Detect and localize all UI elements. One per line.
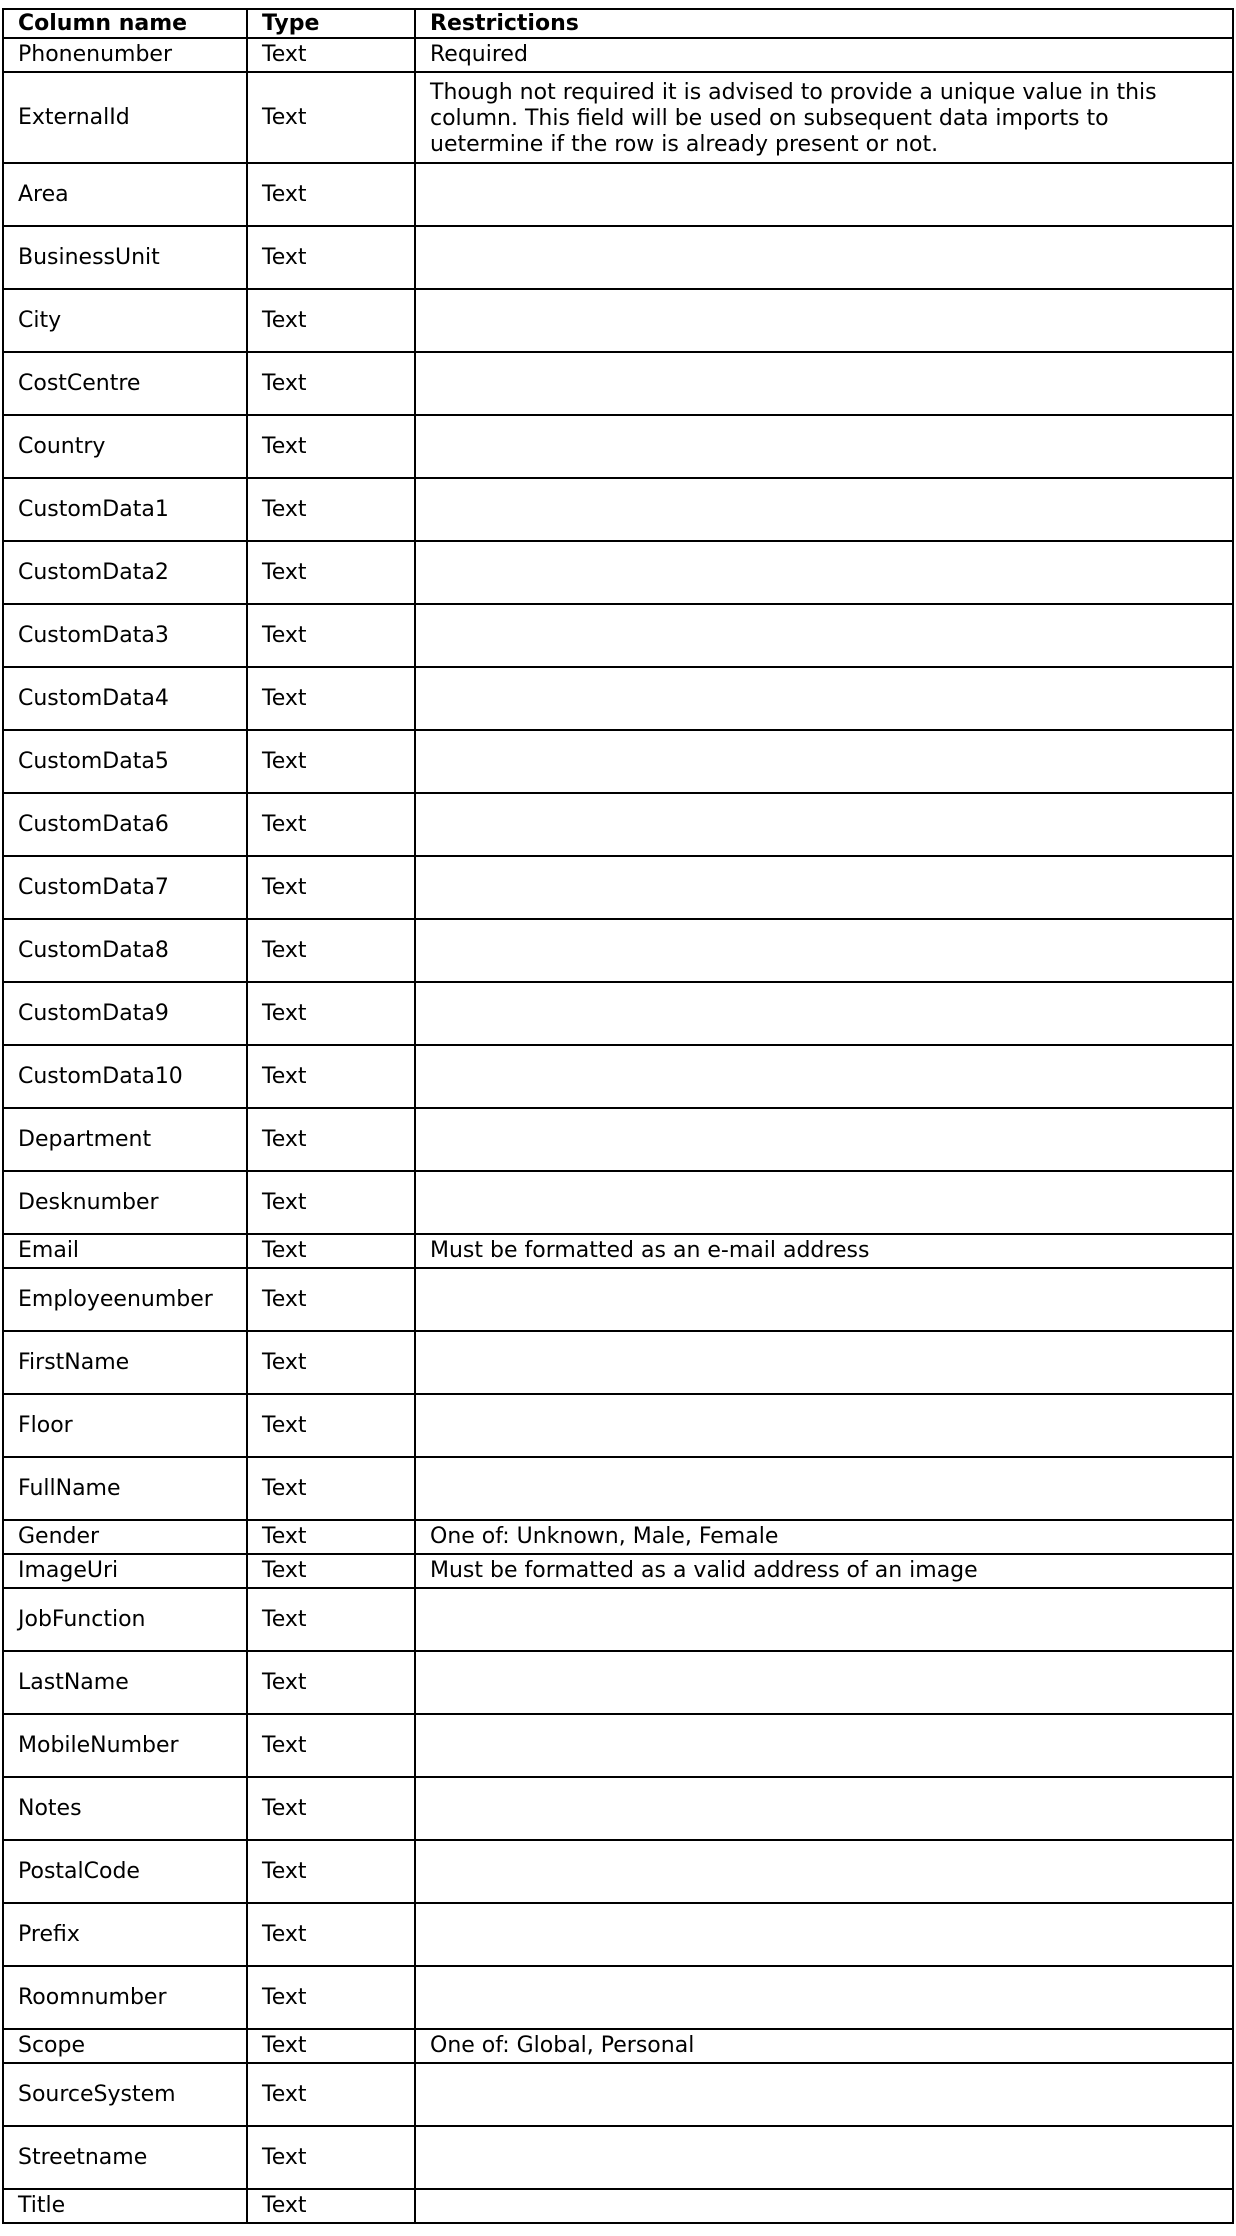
restrictions-cell bbox=[415, 793, 1233, 856]
type-cell: Text bbox=[247, 1331, 415, 1394]
restrictions-cell: Though not required it is advised to provide a unique value in this column. This field will be used on subsequent data imports to uetermine if the row is already present or not. bbox=[415, 72, 1233, 163]
table-row bbox=[3, 1394, 1233, 1457]
restrictions-cell bbox=[415, 982, 1233, 1045]
column-name-cell: Area bbox=[3, 163, 247, 226]
table-row bbox=[3, 2189, 1233, 2223]
table-header-row bbox=[3, 9, 1233, 38]
table-body bbox=[3, 38, 1233, 2223]
restrictions-cell: Required bbox=[415, 38, 1233, 72]
column-name-cell: CustomData9 bbox=[3, 982, 247, 1045]
column-name-cell: Roomnumber bbox=[3, 1966, 247, 2029]
table-row bbox=[3, 478, 1233, 541]
restrictions-cell bbox=[415, 2189, 1233, 2223]
column-name-cell: Email bbox=[3, 1234, 247, 1268]
type-cell: Text bbox=[247, 919, 415, 982]
type-cell: Text bbox=[247, 1714, 415, 1777]
type-cell: Text bbox=[247, 982, 415, 1045]
type-cell: Text bbox=[247, 352, 415, 415]
column-name-cell: CostCentre bbox=[3, 352, 247, 415]
type-cell: Text bbox=[247, 1520, 415, 1554]
table-row bbox=[3, 38, 1233, 72]
column-spec-table bbox=[2, 8, 1234, 2224]
column-name-cell: BusinessUnit bbox=[3, 226, 247, 289]
column-name-cell: Floor bbox=[3, 1394, 247, 1457]
table-row bbox=[3, 604, 1233, 667]
table-row bbox=[3, 1171, 1233, 1234]
type-cell: Text bbox=[247, 415, 415, 478]
table-row bbox=[3, 2126, 1233, 2189]
type-cell: Text bbox=[247, 1234, 415, 1268]
restrictions-cell bbox=[415, 289, 1233, 352]
restrictions-cell bbox=[415, 1171, 1233, 1234]
type-cell: Text bbox=[247, 667, 415, 730]
column-name-cell: SourceSystem bbox=[3, 2063, 247, 2126]
table-row bbox=[3, 541, 1233, 604]
table-row bbox=[3, 226, 1233, 289]
table-row bbox=[3, 1268, 1233, 1331]
column-name-cell: Desknumber bbox=[3, 1171, 247, 1234]
table-row bbox=[3, 1777, 1233, 1840]
restrictions-cell bbox=[415, 1714, 1233, 1777]
column-name-cell: Streetname bbox=[3, 2126, 247, 2189]
column-name-cell: Phonenumber bbox=[3, 38, 247, 72]
restrictions-cell bbox=[415, 730, 1233, 793]
column-name-cell: Gender bbox=[3, 1520, 247, 1554]
column-name-header: Column name bbox=[3, 9, 247, 38]
column-name-cell: FirstName bbox=[3, 1331, 247, 1394]
column-name-cell: CustomData5 bbox=[3, 730, 247, 793]
restrictions-cell bbox=[415, 1777, 1233, 1840]
table-row bbox=[3, 1234, 1233, 1268]
type-cell: Text bbox=[247, 72, 415, 163]
column-name-cell: Notes bbox=[3, 1777, 247, 1840]
column-name-cell: CustomData7 bbox=[3, 856, 247, 919]
type-header: Type bbox=[247, 9, 415, 38]
column-name-cell: Scope bbox=[3, 2029, 247, 2063]
restrictions-header: Restrictions bbox=[415, 9, 1233, 38]
column-name-cell: PostalCode bbox=[3, 1840, 247, 1903]
type-cell: Text bbox=[247, 2126, 415, 2189]
table-row bbox=[3, 1588, 1233, 1651]
restrictions-cell bbox=[415, 541, 1233, 604]
table-row bbox=[3, 919, 1233, 982]
restrictions-cell bbox=[415, 163, 1233, 226]
restrictions-cell bbox=[415, 226, 1233, 289]
type-cell: Text bbox=[247, 289, 415, 352]
table-row bbox=[3, 2063, 1233, 2126]
type-cell: Text bbox=[247, 1588, 415, 1651]
type-cell: Text bbox=[247, 2063, 415, 2126]
column-name-cell: CustomData2 bbox=[3, 541, 247, 604]
type-cell: Text bbox=[247, 1268, 415, 1331]
table-row bbox=[3, 1457, 1233, 1520]
restrictions-cell bbox=[415, 1966, 1233, 2029]
table-row bbox=[3, 352, 1233, 415]
table-row bbox=[3, 793, 1233, 856]
restrictions-cell bbox=[415, 2063, 1233, 2126]
restrictions-cell bbox=[415, 1840, 1233, 1903]
table-row bbox=[3, 1903, 1233, 1966]
restrictions-cell: Must be formatted as a valid address of an image bbox=[415, 1554, 1233, 1588]
type-cell: Text bbox=[247, 1045, 415, 1108]
type-cell: Text bbox=[247, 730, 415, 793]
type-cell: Text bbox=[247, 1171, 415, 1234]
restrictions-cell bbox=[415, 1331, 1233, 1394]
column-name-cell: ImageUri bbox=[3, 1554, 247, 1588]
restrictions-cell bbox=[415, 352, 1233, 415]
restrictions-cell: One of: Global, Personal bbox=[415, 2029, 1233, 2063]
restrictions-cell bbox=[415, 415, 1233, 478]
column-name-cell: CustomData4 bbox=[3, 667, 247, 730]
restrictions-cell bbox=[415, 1457, 1233, 1520]
type-cell: Text bbox=[247, 38, 415, 72]
column-name-cell: City bbox=[3, 289, 247, 352]
column-name-cell: MobileNumber bbox=[3, 1714, 247, 1777]
type-cell: Text bbox=[247, 1554, 415, 1588]
column-name-cell: CustomData8 bbox=[3, 919, 247, 982]
table-row bbox=[3, 982, 1233, 1045]
restrictions-cell bbox=[415, 478, 1233, 541]
restrictions-cell: One of: Unknown, Male, Female bbox=[415, 1520, 1233, 1554]
table-row bbox=[3, 1840, 1233, 1903]
table-row bbox=[3, 1331, 1233, 1394]
column-name-cell: CustomData3 bbox=[3, 604, 247, 667]
restrictions-cell bbox=[415, 1108, 1233, 1171]
restrictions-cell bbox=[415, 856, 1233, 919]
table-row bbox=[3, 1651, 1233, 1714]
restrictions-cell bbox=[415, 1045, 1233, 1108]
column-name-cell: ExternalId bbox=[3, 72, 247, 163]
table-row bbox=[3, 415, 1233, 478]
restrictions-cell bbox=[415, 1903, 1233, 1966]
table-row bbox=[3, 1714, 1233, 1777]
column-name-cell: JobFunction bbox=[3, 1588, 247, 1651]
table-row bbox=[3, 1520, 1233, 1554]
table-row bbox=[3, 1108, 1233, 1171]
type-cell: Text bbox=[247, 1394, 415, 1457]
type-cell: Text bbox=[247, 1966, 415, 2029]
table-row bbox=[3, 667, 1233, 730]
restrictions-cell bbox=[415, 919, 1233, 982]
column-name-cell: Title bbox=[3, 2189, 247, 2223]
type-cell: Text bbox=[247, 856, 415, 919]
column-name-cell: FullName bbox=[3, 1457, 247, 1520]
type-cell: Text bbox=[247, 2189, 415, 2223]
table-row bbox=[3, 1554, 1233, 1588]
type-cell: Text bbox=[247, 604, 415, 667]
column-name-cell: CustomData1 bbox=[3, 478, 247, 541]
restrictions-cell bbox=[415, 667, 1233, 730]
type-cell: Text bbox=[247, 226, 415, 289]
table-row bbox=[3, 1045, 1233, 1108]
type-cell: Text bbox=[247, 1777, 415, 1840]
restrictions-cell bbox=[415, 1588, 1233, 1651]
restrictions-cell bbox=[415, 1394, 1233, 1457]
type-cell: Text bbox=[247, 1457, 415, 1520]
column-name-cell: Department bbox=[3, 1108, 247, 1171]
type-cell: Text bbox=[247, 1903, 415, 1966]
type-cell: Text bbox=[247, 541, 415, 604]
table-row bbox=[3, 2029, 1233, 2063]
restrictions-cell bbox=[415, 1268, 1233, 1331]
restrictions-cell bbox=[415, 1651, 1233, 1714]
type-cell: Text bbox=[247, 1651, 415, 1714]
restrictions-cell bbox=[415, 2126, 1233, 2189]
table-row bbox=[3, 163, 1233, 226]
type-cell: Text bbox=[247, 1108, 415, 1171]
table-row bbox=[3, 289, 1233, 352]
type-cell: Text bbox=[247, 1840, 415, 1903]
table-row bbox=[3, 730, 1233, 793]
column-name-cell: LastName bbox=[3, 1651, 247, 1714]
table-row bbox=[3, 856, 1233, 919]
restrictions-cell: Must be formatted as an e-mail address bbox=[415, 1234, 1233, 1268]
type-cell: Text bbox=[247, 2029, 415, 2063]
type-cell: Text bbox=[247, 163, 415, 226]
column-name-cell: CustomData10 bbox=[3, 1045, 247, 1108]
type-cell: Text bbox=[247, 793, 415, 856]
restrictions-cell bbox=[415, 604, 1233, 667]
column-name-cell: Country bbox=[3, 415, 247, 478]
column-name-cell: Prefix bbox=[3, 1903, 247, 1966]
column-name-cell: Employeenumber bbox=[3, 1268, 247, 1331]
table-row bbox=[3, 72, 1233, 163]
table-row bbox=[3, 1966, 1233, 2029]
column-name-cell: CustomData6 bbox=[3, 793, 247, 856]
type-cell: Text bbox=[247, 478, 415, 541]
